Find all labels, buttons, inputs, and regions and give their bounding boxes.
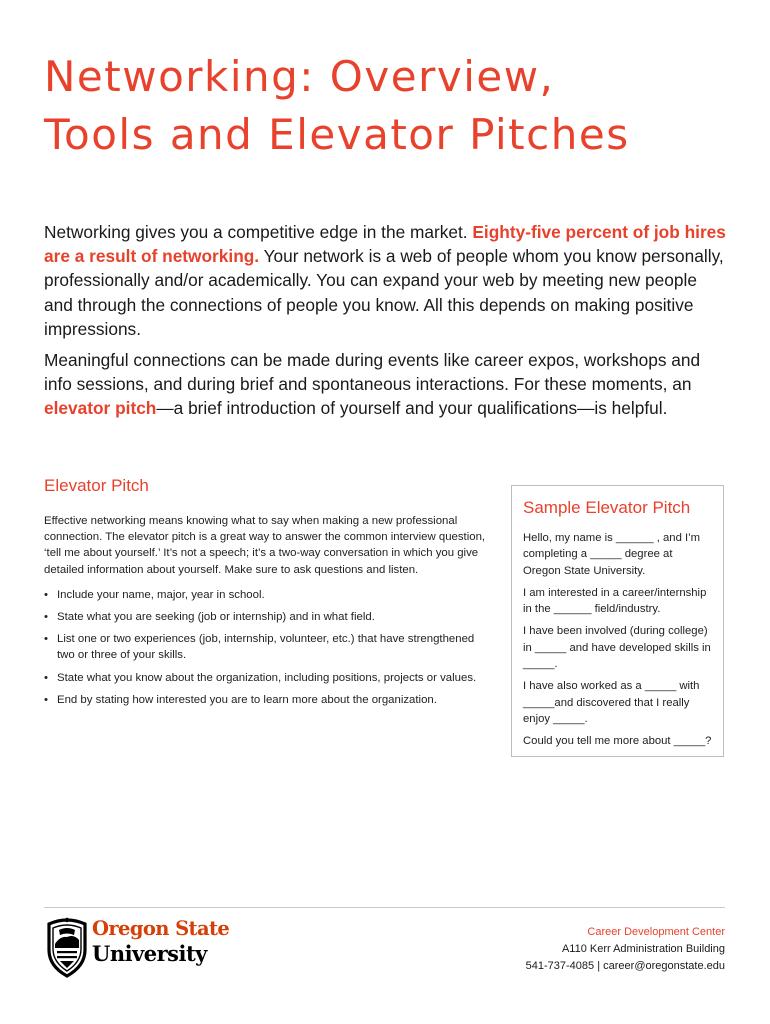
intro-p2-text-a: Meaningful connections can be made during events like career expos, workshops and info sessions, and during brief and spontaneous interactions. For these moments, an [44,350,701,395]
intro-p2-highlight: elevator pitch [44,398,157,419]
sample-pitch-box [511,485,724,757]
sample-pitch-line: I have been involved (during college) in _____ and have developed skills in _____. [523,625,711,671]
intro-p1-highlight: Eighty-five percent of job hires are a result of networking. [44,222,726,267]
intro-p2-text-b: —a brief introduction of yourself and your qualifications—is helpful. [156,398,668,419]
intro-p1-text-b: Your network is a web of people whom you know personally, professionally and/or academically. You can expand your web by meeting new people and through the connections of people you know. All this depends on making positive impressions. [44,246,724,339]
intro-section [44,220,726,428]
phone-email-line [526,958,725,975]
elevator-pitch-list [44,587,494,708]
footer-divider [44,907,725,908]
sample-pitch-line: I have also worked as a _____ with _____and discovered that I really enjoy _____. [523,680,700,725]
intro-paragraph-2 [44,348,726,421]
list-item: • Include your name, major, year in school. [44,587,494,603]
intro-p1-text-a: Networking gives you a competitive edge in the market. [44,222,473,242]
osu-wordmark-line1: Oregon State [92,917,230,940]
osu-wordmark [92,916,237,966]
contact-block [526,924,725,975]
department-name: Career Development Center [587,926,725,938]
osu-shield-icon [44,916,90,978]
osu-wordmark-line2: University [92,941,207,966]
page-title-line1: Networking: Overview, [44,52,555,101]
sample-pitch-line: I am interested in a career/internship in the ______ field/industry. [523,586,707,616]
list-item: • List one or two experiences (job, internship, volunteer, etc.) that have strengthened two or three of your skills. [44,631,494,663]
elevator-pitch-description: Effective networking means knowing what to say when making a new professional connection. The elevator pitch is a great way to answer the common interview question, ‘tell me about yourself.’ It’s not a speech; it’s a two-way conversation in which you give detailed information about yourself. Make sure to ask questions and listen. [44,515,486,576]
address: A110 Kerr Administration Building [561,943,725,955]
osu-logo [44,916,234,980]
email-address: career@oregonstate.edu [603,960,725,972]
sample-pitch-line: Could you tell me more about _____? [523,735,712,748]
elevator-pitch-heading: Elevator Pitch [44,476,149,495]
contact-separator: | [597,960,601,972]
phone-number: 541-737-4085 [525,960,595,972]
page-title [44,48,630,164]
list-item: • State what you are seeking (job or internship) and in what field. [44,609,494,625]
list-item: • End by stating how interested you are to learn more about the organization. [44,692,494,708]
sample-pitch-line: Hello, my name is ______ , and I’m completing a _____ degree at Oregon State University. [523,532,701,577]
intro-paragraph-1 [44,220,726,341]
page-title-line2: Tools and Elevator Pitches [44,110,630,159]
sample-pitch-heading: Sample Elevator Pitch [523,498,691,517]
list-item: • State what you know about the organization, including positions, projects or values. [44,670,494,686]
elevator-pitch-body [44,513,494,714]
